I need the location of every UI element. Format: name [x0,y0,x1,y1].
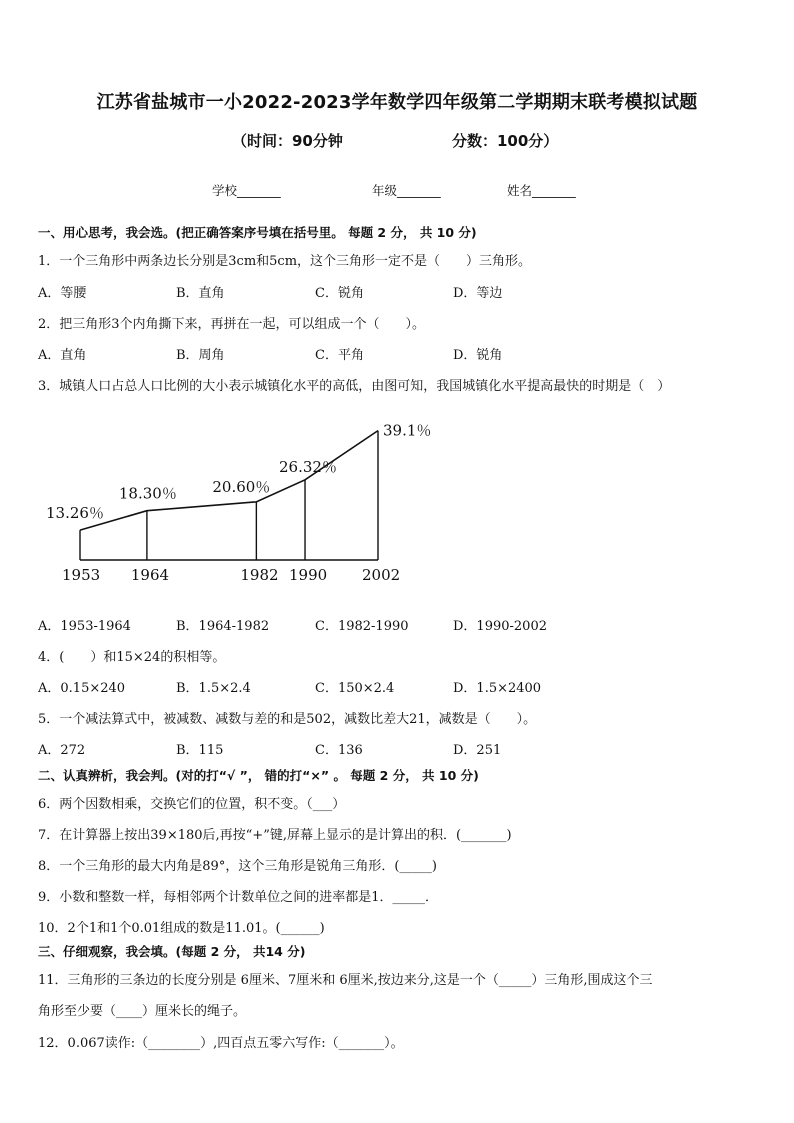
q2-option-c: C．平角 [315,348,364,363]
q4-option-b: B．1.5×2.4 [176,681,251,696]
question-5: 5．一个减法算式中，被减数、减数与差的和是502，减数比差大21，减数是（ ）。 [38,712,537,727]
question-10: 10．2个1和1个0.01组成的数是11.01。(______) [38,921,325,936]
chart-value-label-1982: 20.60％ [212,477,271,496]
q2-option-a: A．直角 [38,348,87,363]
chart-tick-label-1964: 1964 [130,566,170,584]
section-3-heading: 三、仔细观察，我会填。(每题 2 分， 共14 分) [38,944,306,959]
q5-option-a: A．272 [38,743,86,758]
q1-option-b: B．直角 [176,286,225,301]
question-12: 12．0.067读作:（________）,四百点五零六写作:（_______）。 [38,1036,404,1051]
q4-option-c: C．150×2.4 [315,681,395,696]
grade-field: 年级_______ [372,183,441,198]
chart-tick-label-1990: 1990 [289,566,328,584]
chart-tick-label-1953: 1953 [62,566,101,584]
exam-score: 分数：100分） [452,132,559,150]
urbanization-chart [30,410,450,595]
name-field: 姓名_______ [507,183,576,198]
section-1-heading: 一、用心思考，我会选。(把正确答案序号填在括号里。 每题 2 分， 共 10 分) [38,225,477,240]
q1-option-a: A．等腰 [38,286,87,301]
chart-value-label-1953: 13.26％ [46,504,104,523]
question-4: 4．( ）和15×24的积相等。 [38,650,226,665]
q5-option-d: D．251 [453,743,502,758]
q3-option-a: A．1953-1964 [38,619,131,634]
question-3: 3．城镇人口占总人口比例的大小表示城镇化水平的高低，由图可知，我国城镇化水平提高最快的时期是（ ） [38,379,671,394]
chart-value-label-2002: 39.1％ [383,421,432,440]
q2-option-b: B．周角 [176,348,225,363]
exam-time: （时间：90分钟 [232,132,343,150]
q2-option-d: D．锐角 [453,348,503,363]
question-11-line-1: 11．三角形的三条边的长度分别是 6厘米、7厘米和 6厘米,按边来分,这是一个（_____）三角形,围成这个三 [38,973,653,988]
q5-option-b: B．115 [176,743,224,758]
question-9: 9．小数和整数一样，每相邻两个计数单位之间的进率都是1．_____． [38,890,439,905]
school-field: 学校_______ [212,183,281,198]
q3-option-c: C．1982-1990 [315,619,409,634]
question-1: 1．一个三角形中两条边长分别是3cm和5cm，这个三角形一定不是（ ）三角形。 [38,254,532,269]
chart-value-label-1990: 26.32％ [279,457,337,476]
question-2: 2．把三角形3个内角撕下来，再拼在一起，可以组成一个（ ）。 [38,317,426,332]
q1-option-d: D．等边 [453,286,503,301]
q4-option-a: A．0.15×240 [38,681,126,696]
question-6: 6．两个因数相乘，交换它们的位置，积不变。（___） [38,797,346,812]
q5-option-c: C．136 [315,743,363,758]
question-7: 7．在计算器上按出39×180后,再按“+”键,屏幕上显示的是计算出的积．(_______) [38,828,512,843]
chart-tick-label-2002: 2002 [362,566,401,584]
question-8: 8．一个三角形的最大内角是89°，这个三角形是锐角三角形．(_____) [38,859,437,874]
page-title: 江苏省盐城市一小2022-2023学年数学四年级第二学期期末联考模拟试题 [96,92,698,113]
q3-option-b: B．1964-1982 [176,619,270,634]
q3-option-d: D．1990-2002 [453,619,547,634]
q1-option-c: C．锐角 [315,286,364,301]
chart-value-label-1964: 18.30％ [118,484,177,503]
chart-tick-label-1982: 1982 [240,566,279,584]
question-11-line-2: 角形至少要（____）厘米长的绳子。 [38,1004,247,1019]
section-2-heading: 二、认真辨析，我会判。(对的打“√ ”， 错的打“×” 。 每题 2 分， 共 10 分) [38,768,479,783]
q4-option-d: D．1.5×2400 [453,681,542,696]
